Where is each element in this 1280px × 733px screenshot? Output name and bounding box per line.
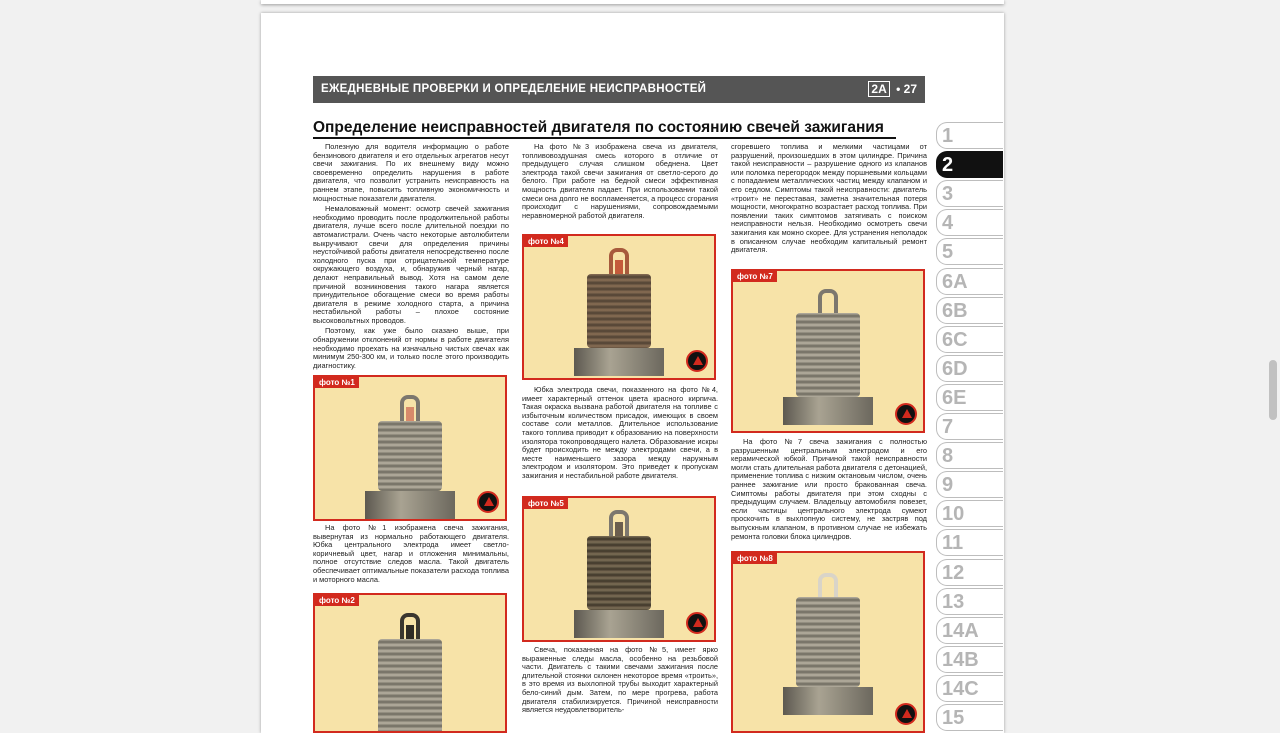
tab-chapter-14b[interactable]: 14B	[936, 646, 1003, 673]
tab-chapter-14c[interactable]: 14C	[936, 675, 1003, 702]
text-column-1	[313, 143, 509, 372]
photo-label: фото №1	[315, 377, 359, 388]
tab-chapter-1[interactable]: 1	[936, 122, 1003, 149]
paragraph: Свеча, показанная на фото №5, имеет ярко выраженные следы масла, особенно на резьбовой части. Двигатель с такими свечами зажигания после длительной стоянки склонен некоторое время «троить», в это время из выхлопной трубы выходит характерный бело-синий дым. Затем, по мере прогрева, работа двигателя стабилизируется. Причиной неисправности является неудовлетворитель-	[522, 645, 718, 715]
publisher-logo-icon	[895, 703, 917, 725]
tab-chapter-7[interactable]: 7	[936, 413, 1003, 440]
tab-chapter-6b[interactable]: 6B	[936, 297, 1003, 324]
photo-label: фото №8	[733, 553, 777, 564]
publisher-logo-icon	[477, 491, 499, 513]
paragraph: Полезную для водителя информацию о работе бензинового двигателя и его отдельных агрегатов несут свечи зажигания. По их внешнему виду можно своевременно определить нарушения в работе двигателя, что позволит устранить неисправность на раннем этапе, повысить топливную экономичность и мощностные показатели двигателя.	[313, 142, 509, 203]
caption-photo-1	[313, 524, 509, 586]
tab-chapter-8[interactable]: 8	[936, 442, 1003, 469]
previous-page-edge	[261, 0, 1004, 4]
paragraph: Немаловажный момент: осмотр свечей зажигания необходимо проводить после продолжительной работы двигателя, лучше всего после длительной поездки по автомагистрали. Очень часто некоторые автолюбители выкручивают свечи для определения причины неустойчивой работы двигателя непосредственно после холодного пуска при отрицательной температуре окружающего воздуха, и, обнаружив черный нагар, делают неправильный вывод. Хотя на самом деле причиной возникновения такого нагара является принудительное обогащение смеси во время работы двигателя в режиме холодного старта, а причина нестабильной работы – плохое состояние высоковольтных проводов.	[313, 204, 509, 325]
chapter-badge: 2A	[868, 81, 889, 97]
photo-label: фото №5	[524, 498, 568, 509]
separator-dot: •	[896, 82, 901, 96]
section-title: Определение неисправностей двигателя по состоянию свечей зажигания	[313, 119, 884, 136]
tab-chapter-10[interactable]: 10	[936, 500, 1003, 527]
tab-chapter-6e[interactable]: 6E	[936, 384, 1003, 411]
publisher-logo-icon	[895, 403, 917, 425]
caption-photo-7	[731, 438, 927, 543]
paragraph: На фото №7 свеча зажигания с полностью разрушенным центральным электродом и его керамической юбкой. Причиной такой неисправности могли стать длительная работа двигателя с детонацией, применение топлива с низким октановым числом, очень раннее зажигание или просто бракованная свеча. Симптомы работы двигателя при этом сходны с предыдущим случаем. Владельцу автомобиля повезет, если частицы центрального электрода сумеют проскочить в выхлопную систему, не застряв под выпускным клапаном, в противном случае не избежать ремонта головки блока цилиндров.	[731, 437, 927, 541]
tab-chapter-5[interactable]: 5	[936, 238, 1003, 265]
tab-chapter-6c[interactable]: 6C	[936, 326, 1003, 353]
tab-chapter-4[interactable]: 4	[936, 209, 1003, 236]
page-number-block	[868, 82, 917, 96]
photo-label: фото №7	[733, 271, 777, 282]
text-column-2	[522, 143, 718, 222]
tab-chapter-13[interactable]: 13	[936, 588, 1003, 615]
scrollbar-thumb[interactable]	[1269, 360, 1277, 420]
paragraph: сгоревшего топлива и мелкими частицами от разрушений, произошедших в этом цилиндре. Причина такой неисправности – разрушение одного из клапанов или поломка перегородок между поршневыми кольцами с попаданием металлических частиц между клапаном и его седлом. Симптомы такой неисправности: двигатель «троит» не переставая, заметна значительная потеря мощности, многократно возрастает расход топлива. При появлении таких симптомов затягивать с поиском неисправности нельзя. Необходимо осмотреть свечи зажигания как можно скорее. Для устранения неполадок в описанном случае необходим капитальный ремонт двигателя.	[731, 142, 927, 255]
paragraph: Юбка электрода свечи, показанного на фото №4, имеет характерный оттенок цвета красного кирпича. Такая окраска вызвана работой двигателя на топливе с избыточным количеством присадок, имеющих в своем составе соли металлов. Длительное использование такого топлива приводит к образованию на поверхности изолятора токопроводящего налета. Образование искры будет происходить не между электродами свечи, а в месте наименьшего зазора между наружным электродом и изолятором. Это приведет к пропускам зажигания и нестабильной работе двигателя.	[522, 385, 718, 480]
caption-photo-5	[522, 646, 718, 717]
photo-label: фото №4	[524, 236, 568, 247]
section-title-underline	[313, 137, 896, 139]
spark-plug-image	[569, 248, 669, 380]
tab-chapter-14a[interactable]: 14A	[936, 617, 1003, 644]
tab-chapter-12[interactable]: 12	[936, 559, 1003, 586]
paragraph: Поэтому, как уже было сказано выше, при обнаружении отклонений от нормы в работе двигателя необходимо проехать на изначально чистых свечах как минимум 250-300 км, и только после этого производить диагностику.	[313, 326, 509, 370]
tab-chapter-6a[interactable]: 6A	[936, 268, 1003, 295]
photo-2	[313, 593, 507, 733]
spark-plug-image	[778, 573, 878, 733]
running-header-title: ЕЖЕДНЕВНЫЕ ПРОВЕРКИ И ОПРЕДЕЛЕНИЕ НЕИСПРАВНОСТЕЙ	[321, 83, 707, 95]
spark-plug-image	[778, 289, 878, 433]
tab-chapter-9[interactable]: 9	[936, 471, 1003, 498]
tab-chapter-2[interactable]: 2	[936, 151, 1003, 178]
photo-7	[731, 269, 925, 433]
photo-1	[313, 375, 507, 521]
text-column-3	[731, 143, 927, 257]
running-header	[313, 76, 925, 103]
photo-label: фото №2	[315, 595, 359, 606]
tab-chapter-15[interactable]: 15	[936, 704, 1003, 731]
paragraph: На фото №1 изображена свеча зажигания, вывернутая из нормально работающего двигателя. Юбка центрального электрода имеет светло-коричневый цвет, нагар и отложения минимальны, полное отсутствие следов масла. Такой двигатель обеспечивает оптимальные показатели расхода топлива и моторного масла.	[313, 523, 509, 584]
photo-4	[522, 234, 716, 380]
tab-chapter-11[interactable]: 11	[936, 529, 1003, 556]
spark-plug-image	[360, 613, 460, 733]
paragraph: На фото №3 изображена свеча из двигателя, топливовоздушная смесь которого в отличие от предыдущего случая слишком обеднена. Цвет электрода такой свечи зажигания от светло-серого до белого. При работе на бедной смеси эффективная мощность двигателя падает. При использовании такой смеси она долго не воспламеняется, а процесс сгорания происходит с нарушениями, сопровождаемыми неравномерной работой двигателя.	[522, 142, 718, 220]
publisher-logo-icon	[686, 612, 708, 634]
caption-photo-4	[522, 386, 718, 483]
page-number: 27	[903, 82, 917, 96]
publisher-logo-icon	[686, 350, 708, 372]
photo-5	[522, 496, 716, 642]
document-page	[261, 13, 1004, 733]
tab-chapter-3[interactable]: 3	[936, 180, 1003, 207]
spark-plug-image	[569, 510, 669, 642]
spark-plug-image	[360, 395, 460, 521]
photo-8	[731, 551, 925, 733]
scrollbar[interactable]	[1266, 0, 1280, 720]
tab-chapter-6d[interactable]: 6D	[936, 355, 1003, 382]
